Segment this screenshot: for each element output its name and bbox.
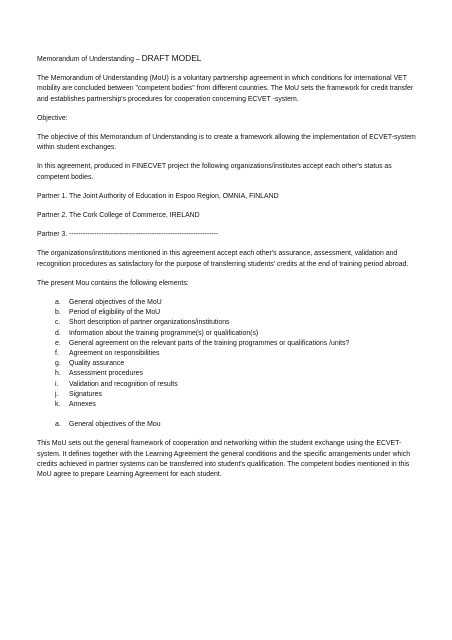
list-item-letter: e. <box>55 339 61 347</box>
list-item <box>55 390 417 400</box>
list-item <box>55 298 417 308</box>
list-item-letter: b. <box>55 309 61 317</box>
list-item-text: Agreement on responsibilities <box>69 350 160 358</box>
list-item-letter: h. <box>55 370 61 378</box>
section-a-letter: a. <box>55 421 61 429</box>
list-item-text: Annexes <box>69 401 96 409</box>
list-item-letter: g. <box>55 360 61 368</box>
list-item-text: General agreement on the relevant parts of the training programmes or qualifications /units? <box>69 339 350 347</box>
partner-2: Partner 2. The Cork College of Commerce, IRELAND <box>37 212 200 220</box>
elements-list <box>37 298 417 410</box>
section-a-paragraph: This MoU sets out the general framework of cooperation and networking within the student exchange using the ECVET-system. It defines together with the Learning Agreement the general conditions and the specific arrangements under which credits achieved in partner systems can be transferred into student's qualification. The competent bodies mentioned in this MoU agree to prepare Learning Agreement for each student. <box>37 440 411 479</box>
list-item <box>55 349 417 359</box>
list-item-text: Period of eligibility of the MoU <box>69 309 161 317</box>
document-title <box>37 53 417 65</box>
list-item-letter: a. <box>55 299 61 307</box>
list-item <box>55 359 417 369</box>
list-item-letter: d. <box>55 329 61 337</box>
acceptance-paragraph: The organizations/institutions mentioned in this agreement accept each other's assurance, assessment, validation and recognition procedures as satisfactory for the purpose of transferring students' credits at the end of training period abroad. <box>37 250 409 268</box>
list-item <box>55 318 417 328</box>
list-item-letter: c. <box>55 319 61 327</box>
list-item-letter: k. <box>55 401 61 409</box>
objective-label: Objective: <box>37 114 68 122</box>
list-item-letter: i. <box>55 380 59 388</box>
list-item-letter: j. <box>55 390 59 398</box>
list-item <box>55 329 417 339</box>
list-item-text: General objectives of the MoU <box>69 299 162 307</box>
list-item-text: Signatures <box>69 390 102 398</box>
list-item-text: Validation and recognition of results <box>69 380 178 388</box>
list-item <box>55 369 417 379</box>
objective-paragraph: The objective of this Memorandum of Understanding is to create a framework allowing the implementation of ECVET-system within student exchanges. <box>37 134 416 152</box>
list-item-text: Short description of partner organizations/institutions <box>69 319 230 327</box>
agreement-paragraph: In this agreement, produced in FINECVET project the following organizations/institutes accept each other's status as competent bodies. <box>37 163 392 181</box>
partner-3: Partner 3. ----------------------------------------------------------------- <box>37 231 219 239</box>
list-item-text: Quality assurance <box>69 360 125 368</box>
elements-intro: The present Mou contains the following elements: <box>37 279 189 287</box>
list-item <box>55 308 417 318</box>
list-item <box>55 380 417 390</box>
list-item <box>55 400 417 410</box>
intro-paragraph: The Memorandum of Understanding (MoU) is a voluntary partnership agreement in which conditions for international VET mobility are concluded between "competent bodies" from different countries. The MoU sets the framework for credit transfer and establishes partnership's procedures for cooperation concerning ECVET -system. <box>37 75 414 103</box>
list-item-text: Information about the training programme(s) or qualification(s) <box>69 329 259 337</box>
list-item-letter: f. <box>55 350 59 358</box>
title-prefix: Memorandum of Understanding – <box>37 56 142 63</box>
section-a-title: General objectives of the Mou <box>69 421 161 429</box>
section-a-heading <box>37 420 417 430</box>
partner-1: Partner 1. The Joint Authority of Education in Espoo Region, OMNIA, FINLAND <box>37 192 279 200</box>
list-item <box>55 339 417 349</box>
document-body <box>37 53 417 489</box>
list-item-text: Assessment procedures <box>69 370 143 378</box>
title-draft-label: DRAFT MODEL <box>141 53 202 63</box>
